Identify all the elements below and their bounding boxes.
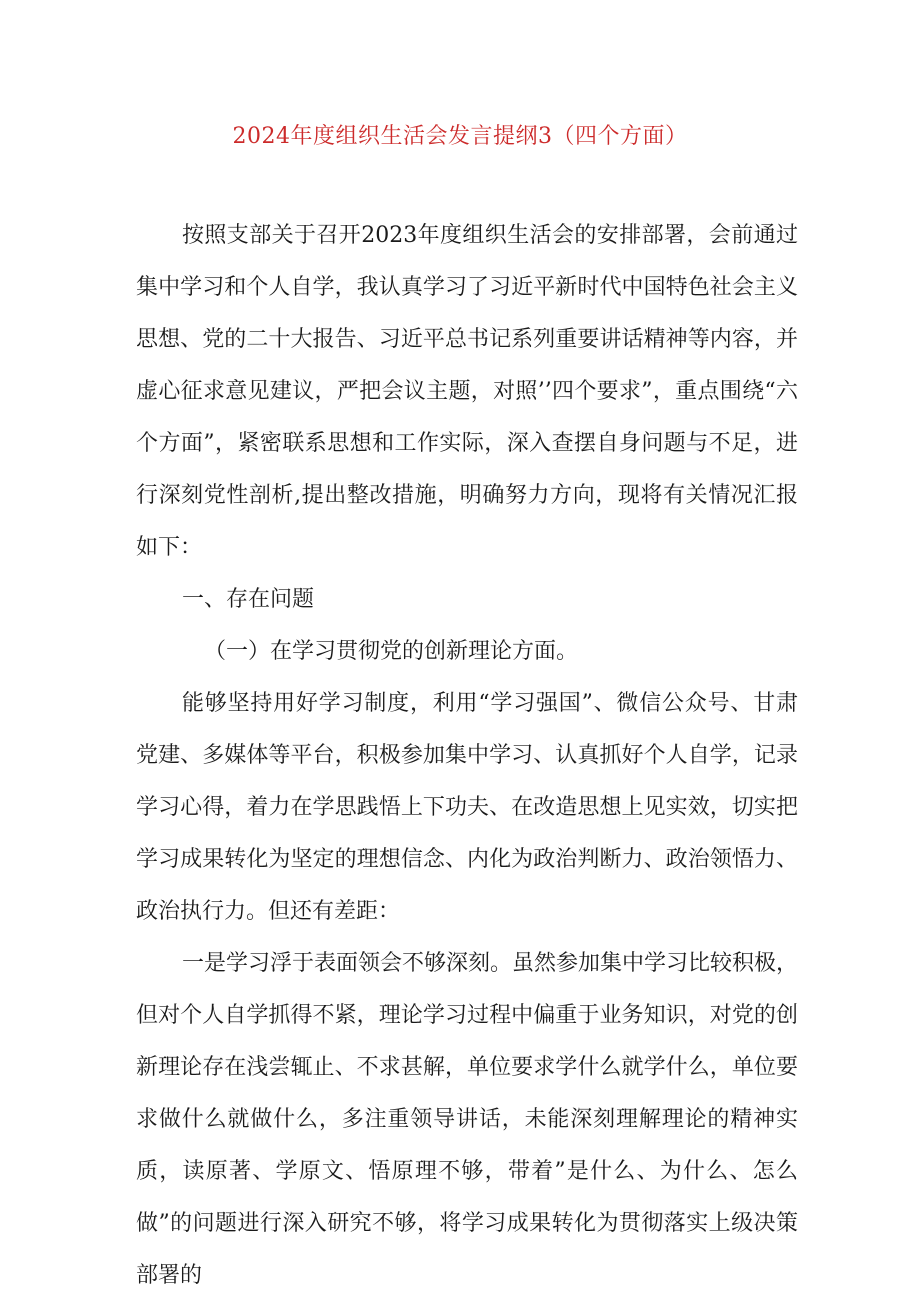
document-body <box>136 210 798 1302</box>
paragraph-point-one: 一是学习浮于表面领会不够深刻。虽然参加集中学习比较积极，但对个人自学抓得不紧，理论学习过程中偏重于业务知识，对党的创新理论存在浅尝辄止、不求甚解，单位要求学什么就学什么，单位要求做什么就做什么，多注重领导讲话，未能深刻理解理论的精神实质，读原著、学原文、悟原理不够，带着”是什么、为什么、怎么做”的问题进行深入研究不够，将学习成果转化为贯彻落实上级决策部署的 <box>136 951 799 1288</box>
subsection-heading-theory: （一）在学习贯彻党的创新理论方面。 <box>204 639 579 664</box>
document-title: 2024年度组织生活会发言提纲3（四个方面） <box>232 124 688 149</box>
paragraph-theory-study: 能够坚持用好学习制度，利用“学习强国”、微信公众号、甘肃党建、多媒体等平台，积极参加集中学习、认真抓好个人自学，记录学习心得，着力在学思践悟上下功夫、在改造思想上见实效，切实把学习成果转化为坚定的理想信念、内化为政治判断力、政治领悟力、政治执行力。但还有差距： <box>136 691 798 924</box>
paragraph-intro: 按照支部关于召开2023年度组织生活会的安排部署，会前通过集中学习和个人自学，我认真学习了习近平新时代中国特色社会主义思想、党的二十大报告、习近平总书记系列重要讲话精神等内容，并虚心征求意见建议，严把会议主题，对照’’四个要求”，重点围绕“六个方面”，紧密联系思想和工作实际，深入查摆自身问题与不足，进行深刻党性剖析,提出整改措施，明确努力方向，现将有关情况汇报如下： <box>136 223 798 560</box>
section-heading-problems: 一、存在问题 <box>182 587 315 612</box>
